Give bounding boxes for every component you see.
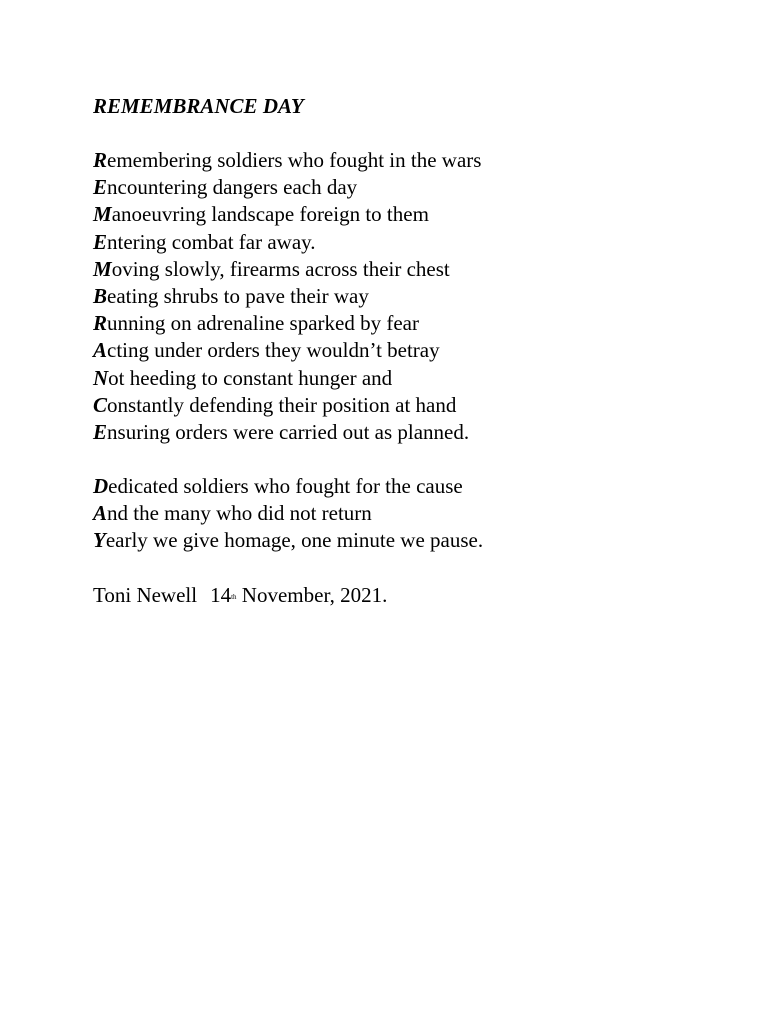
line-initial: R — [93, 311, 108, 336]
poem-line — [93, 419, 733, 446]
line-text: ot heeding to constant hunger and — [108, 365, 393, 390]
poem-line — [93, 201, 733, 228]
line-text: emembering soldiers who fought in the wars — [107, 148, 482, 172]
line-text: edicated soldiers who fought for the cause — [108, 474, 463, 499]
signature-date: November, 2021. — [241, 582, 388, 607]
line-initial: E — [93, 229, 108, 254]
line-text: oving slowly, firearms across their chest — [111, 256, 450, 281]
line-text: unning on adrenaline sparked by fear — [107, 311, 419, 336]
poem-line — [93, 283, 733, 310]
poem-line — [93, 500, 733, 527]
line-text: cting under orders they wouldn’t betray — [107, 338, 440, 363]
poem-title: REMEMBRANCE DAY — [93, 94, 304, 118]
poem-line — [93, 310, 733, 337]
poem-line — [93, 174, 733, 201]
line-initial: D — [93, 474, 109, 499]
line-text: early we give homage, one minute we pause. — [105, 528, 484, 553]
author-name: Toni Newell — [93, 582, 198, 607]
stanza-2 — [93, 473, 733, 555]
line-text: ncountering dangers each day — [107, 175, 358, 200]
line-initial: E — [93, 175, 108, 200]
line-initial: N — [93, 365, 109, 390]
stanza-1 — [93, 147, 733, 446]
line-text: eating shrubs to pave their way — [107, 283, 369, 308]
line-text: anoeuvring landscape foreign to them — [111, 202, 429, 227]
poem-line — [93, 229, 733, 256]
line-text: onstantly defending their position at hand — [107, 392, 457, 417]
line-text: nd the many who did not return — [107, 501, 372, 526]
line-initial: A — [93, 338, 108, 363]
line-initial: R — [93, 148, 108, 172]
signature-line — [93, 582, 733, 609]
line-initial: E — [93, 419, 108, 444]
line-initial: A — [93, 501, 108, 526]
signature-day-suffix: th — [231, 592, 237, 601]
line-initial: B — [93, 283, 108, 308]
poem-line — [93, 256, 733, 283]
poem-line — [93, 147, 733, 174]
line-initial: M — [93, 256, 112, 281]
line-text: ntering combat far away. — [107, 229, 316, 254]
poem-line — [93, 337, 733, 364]
line-text: nsuring orders were carried out as planned. — [107, 419, 470, 444]
poem-line — [93, 392, 733, 419]
poem-line — [93, 365, 733, 392]
signature-day: 14 — [210, 582, 232, 607]
poem-line — [93, 527, 733, 554]
line-initial: Y — [93, 528, 106, 553]
line-initial: M — [93, 202, 112, 227]
poem-page — [93, 93, 733, 609]
line-initial: C — [93, 392, 108, 417]
poem-line — [93, 473, 733, 500]
